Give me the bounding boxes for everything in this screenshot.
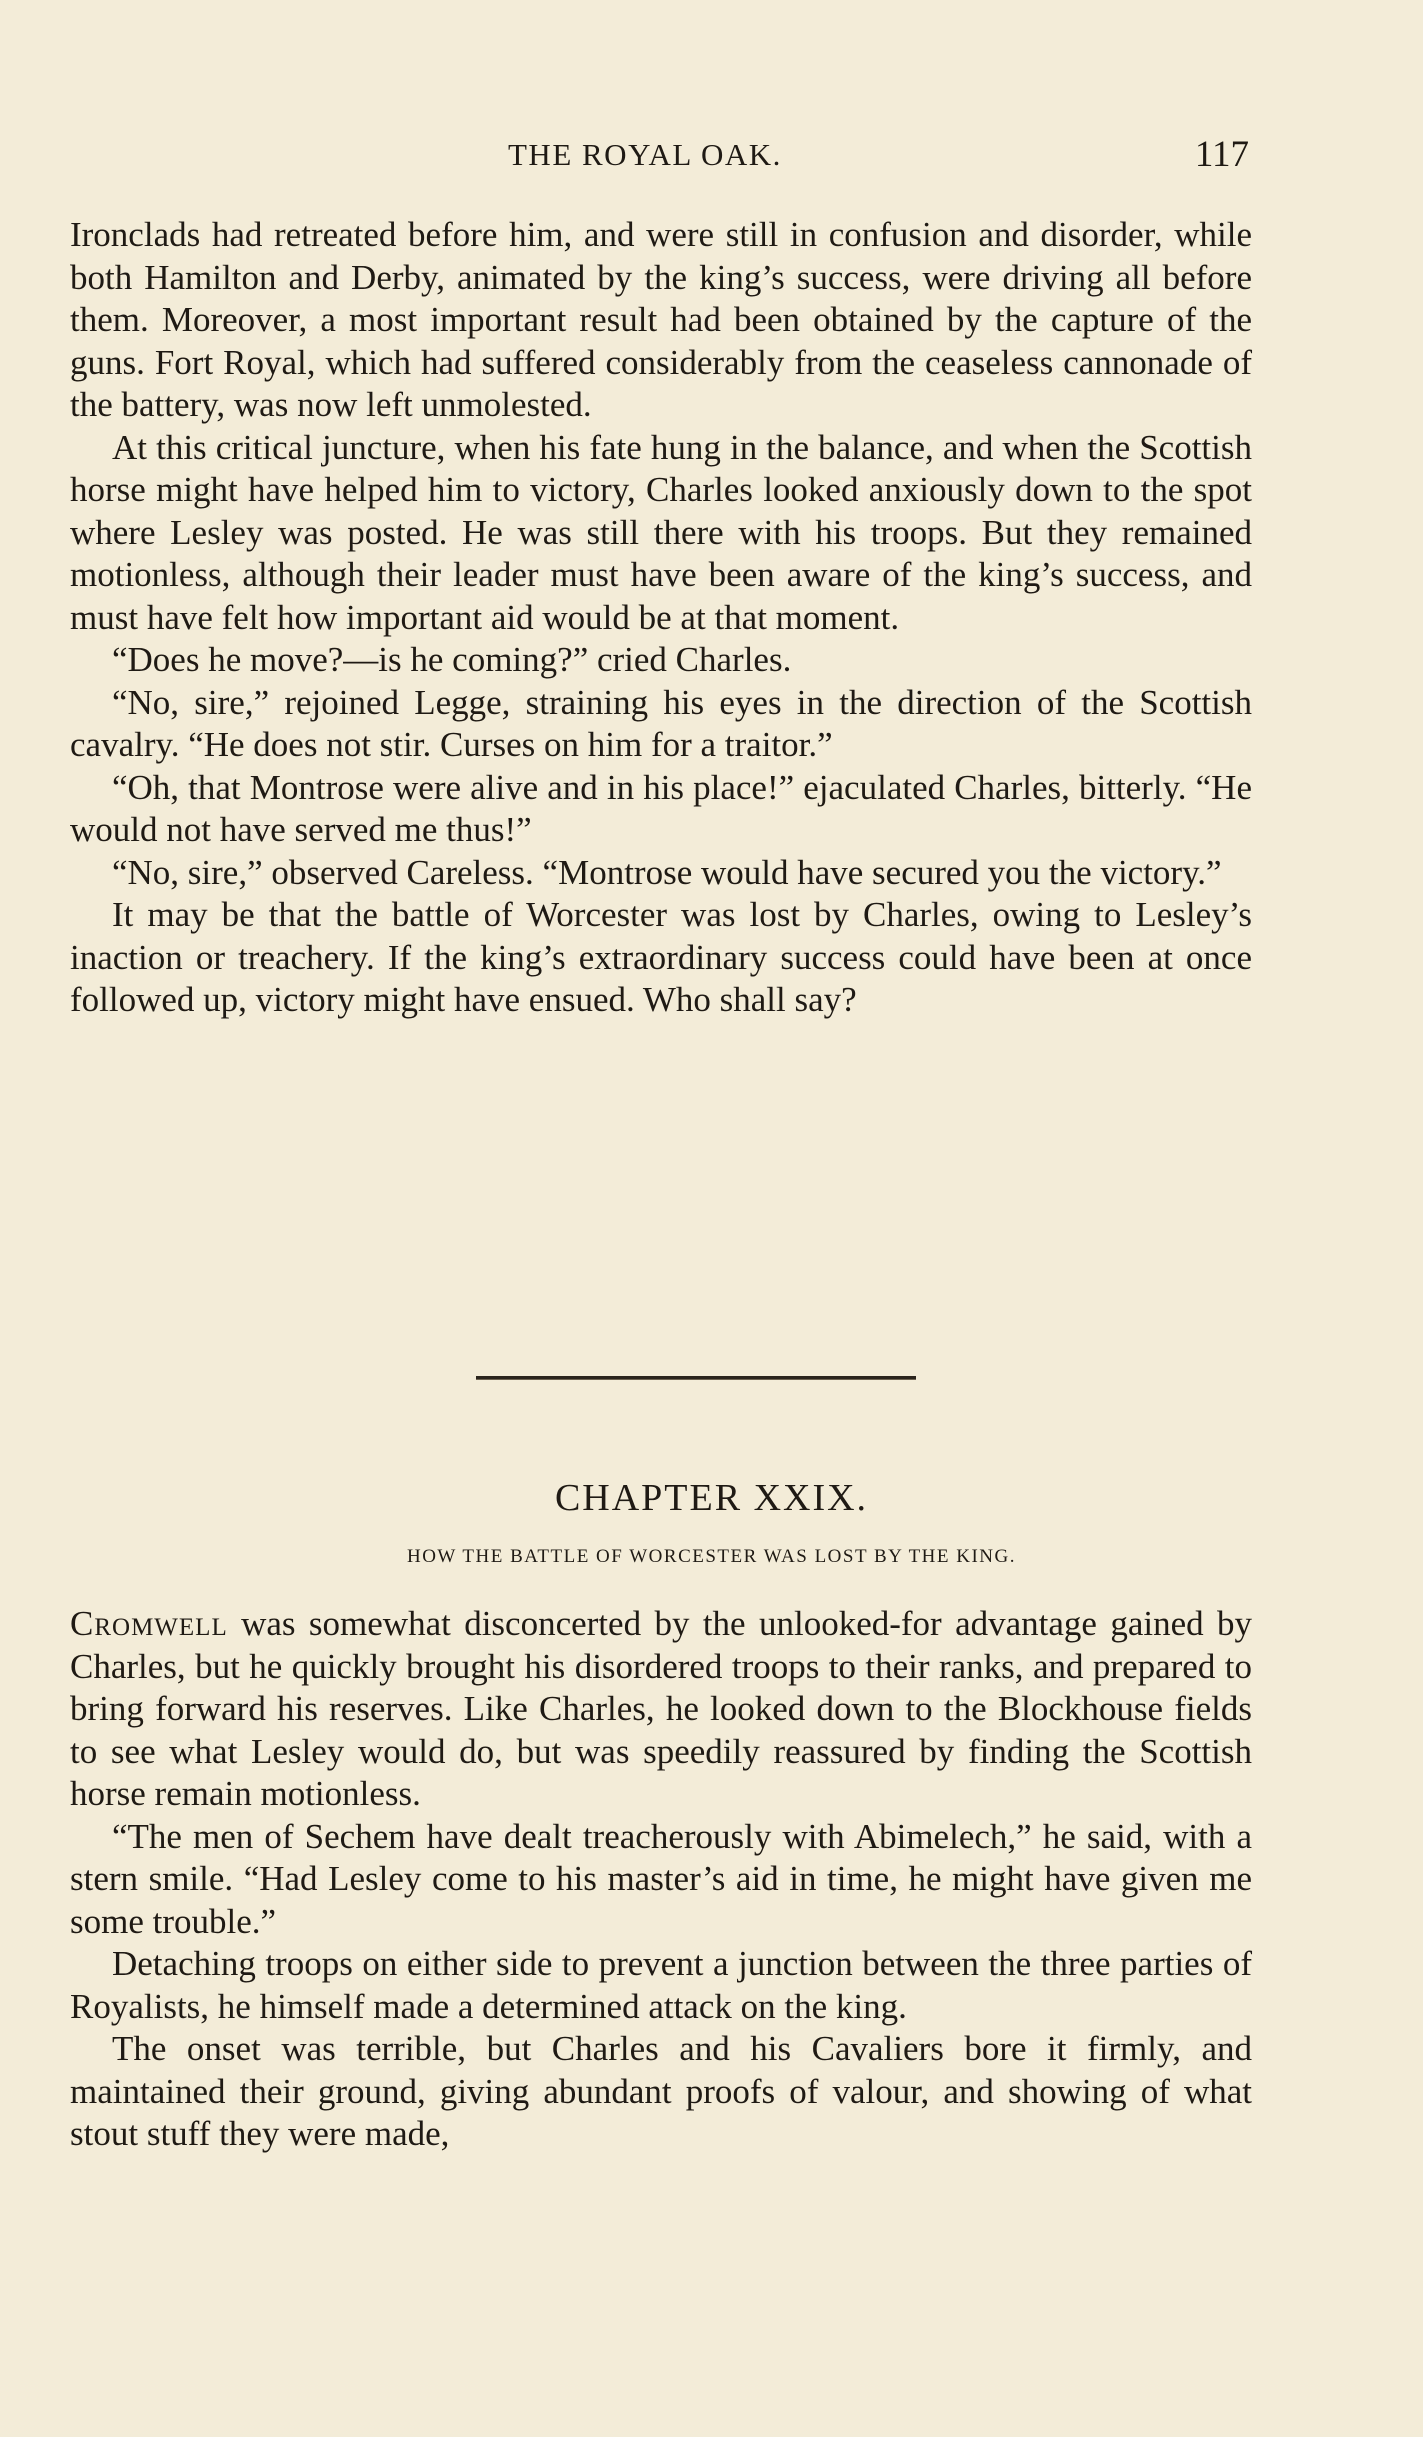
chapter-subtitle: HOW THE BATTLE OF WORCESTER WAS LOST BY THE KING.	[406, 1546, 1017, 1567]
paragraph: At this critical juncture, when his fate hung in the balance, and when the Scottish horse might have helped him to victory, Charles looked anxiously down to the spot where Lesley was posted. He was still there with his troops. But they remained motionless, although their leader must have been aware of the king’s success, and must have felt how important aid would be at that moment.	[70, 427, 1252, 637]
section-one-text	[70, 214, 1252, 1022]
page-number: 117	[1194, 134, 1249, 175]
paragraph: “No, sire,” observed Careless. “Montrose would have secured you the victory.”	[112, 852, 1222, 892]
paragraph: “No, sire,” rejoined Legge, straining his eyes in the direction of the Scottish cavalry. “He does not stir. Curses on him for a traitor.”	[70, 682, 1252, 764]
section-divider	[476, 1376, 916, 1380]
lead-word: Cromwell	[70, 1604, 228, 1643]
paragraph: “Does he move?—is he coming?” cried Charles.	[112, 640, 792, 679]
running-title: THE ROYAL OAK.	[508, 137, 782, 172]
chapter-title: CHAPTER XXIX.	[554, 1477, 869, 1519]
paragraph: “Oh, that Montrose were alive and in his place!” ejaculated Charles, bitterly. “He would not have served me thus!”	[70, 767, 1252, 849]
paragraph: It may be that the battle of Worcester was lost by Charles, owing to Lesley’s inaction or treachery. If the king’s extraordinary success could have been at once followed up, victory might have ensued. Who shall say?	[70, 895, 1252, 1019]
paragraph-opening	[70, 1603, 1252, 1816]
page-header	[0, 133, 1423, 183]
paragraph: Detaching troops on either side to prevent a junction between the three parties of Royalists, he himself made a determined attack on the king.	[70, 1944, 1252, 2026]
paragraph: “The men of Sechem have dealt treacherously with Abimelech,” he said, with a stern smile. “Had Lesley come to his master’s aid in time, he might have given me some trouble.”	[70, 1816, 1252, 1941]
opening-paragraph-text: was somewhat disconcerted by the unlooked-for advantage gained by Charles, but he quickly brought his disordered troops to their ranks, and prepared to bring forward his reserves. Like Charles, he looked down to the Blockhouse fields to see what Lesley would do, but was speedily reassured by finding the Scottish horse remain motionless.	[70, 1604, 1252, 1813]
section-two-text	[70, 1603, 1252, 2156]
paragraph: Ironclads had retreated before him, and were still in confusion and disorder, while both Hamilton and Derby, animated by the king’s success, were driving all before them. Moreover, a most important result had been obtained by the capture of the guns. Fort Royal, which had suffered considerably from the ceaseless cannonade of the battery, was now left unmolested.	[70, 215, 1252, 424]
paragraph: The onset was terrible, but Charles and his Cavaliers bore it firmly, and maintained their ground, giving abundant proofs of valour, and showing of what stout stuff they were made,	[70, 2029, 1252, 2153]
